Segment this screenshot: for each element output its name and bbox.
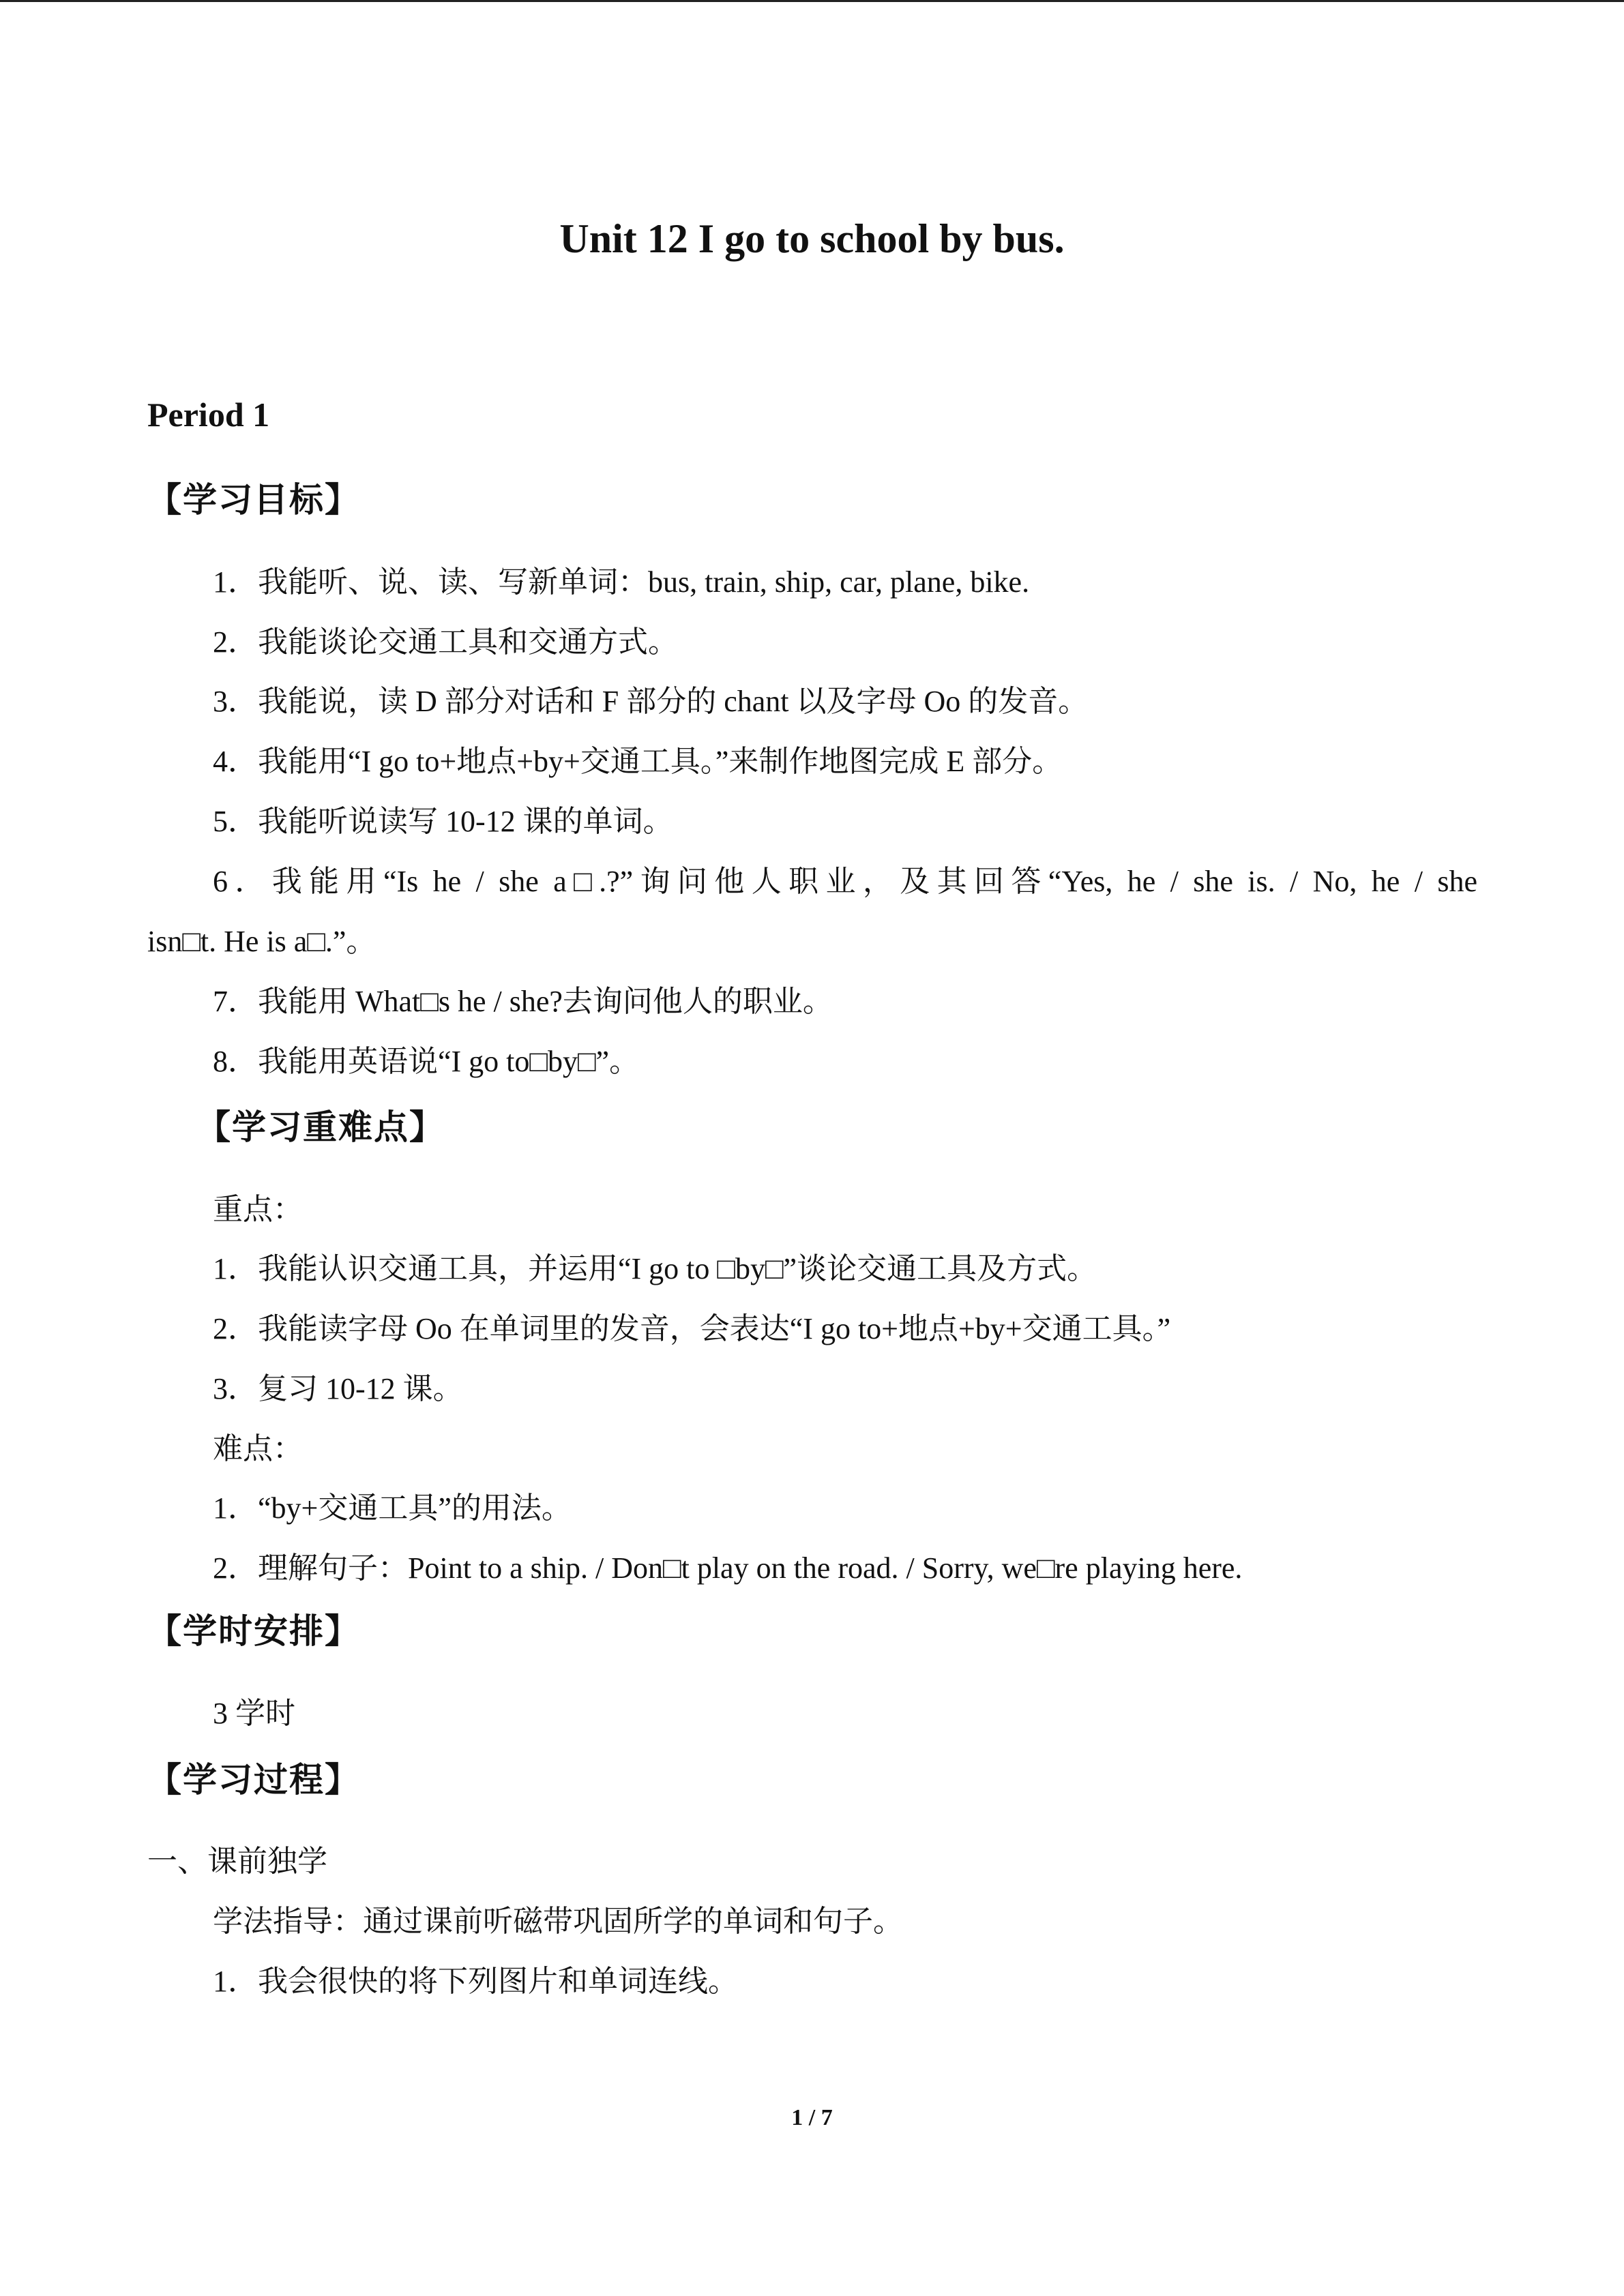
- goal-item: 2．我能谈论交通工具和交通方式。: [213, 625, 678, 659]
- goal-item-continuation: isn□t. He is a□.”。: [147, 925, 377, 958]
- difficult-label: 难点：: [213, 1432, 303, 1465]
- page-number: 1 / 7: [791, 2105, 833, 2130]
- top-border-line: [0, 0, 1624, 2]
- difficult-item: 2．理解句子：Point to a ship. / Don□t play on the road. / Sorry, we□re playing here.: [213, 1551, 1243, 1585]
- key-item: 3．复习 10-12 课。: [213, 1372, 463, 1405]
- process-part-title: 一、课前独学: [147, 1845, 327, 1878]
- goal-item: 1．我能听、说、读、写新单词：bus, train, ship, car, plane, bike.: [213, 565, 1030, 599]
- goal-item: 3．我能说，读 D 部分对话和 F 部分的 chant 以及字母 Oo 的发音。: [213, 685, 1089, 718]
- heading-schedule: 【学时安排】: [147, 1611, 360, 1651]
- key-label: 重点：: [213, 1193, 303, 1226]
- goal-item: 6．我能用“Is he / she a□.?”询问他人职业，及其回答“Yes, he / she is. / No, he / she: [213, 865, 1477, 898]
- process-guide: 学法指导：通过课前听磁带巩固所学的单词和句子。: [213, 1905, 903, 1938]
- heading-key-points: 【学习重难点】: [196, 1107, 445, 1147]
- key-item: 2．我能读字母 Oo 在单词里的发音，会表达“I go to+地点+by+交通工具。”: [213, 1312, 1171, 1345]
- heading-learning-goals: 【学习目标】: [147, 480, 360, 520]
- goal-item: 5．我能听说读写 10-12 课的单词。: [213, 805, 673, 838]
- key-item: 1．我能认识交通工具，并运用“I go to □by□”谈论交通工具及方式。: [213, 1252, 1097, 1285]
- heading-process: 【学习过程】: [147, 1760, 360, 1800]
- goal-item: 7．我能用 What□s he / she?去询问他人的职业。: [213, 985, 833, 1018]
- schedule-text: 3 学时: [213, 1697, 295, 1730]
- process-task: 1．我会很快的将下列图片和单词连线。: [213, 1965, 738, 1998]
- difficult-item: 1．“by+交通工具”的用法。: [213, 1491, 572, 1525]
- document-title: Unit 12 I go to school by bus.: [559, 216, 1065, 261]
- goal-item: 4．我能用“I go to+地点+by+交通工具。”来制作地图完成 E 部分。: [213, 745, 1063, 778]
- goal-item: 8．我能用英语说“I go to□by□”。: [213, 1045, 640, 1078]
- period-label: Period 1: [147, 396, 270, 434]
